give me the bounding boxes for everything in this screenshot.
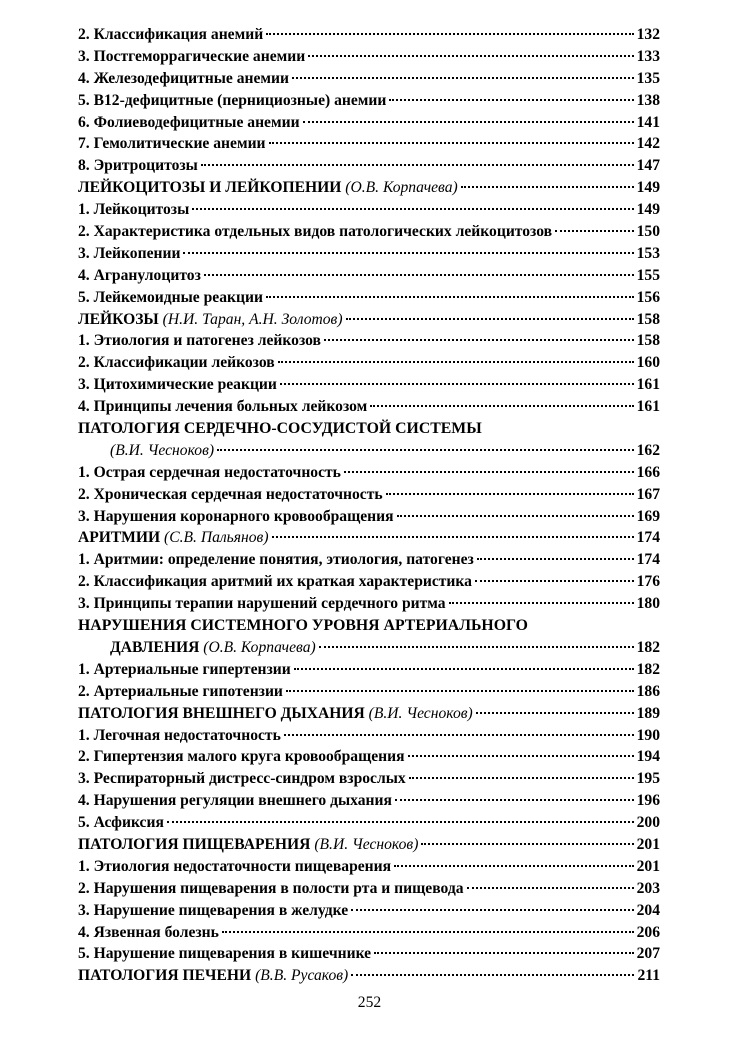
toc-entry-title [78,484,383,506]
toc-entry-title-text: 2. Гипертензия малого круга кровообращения [78,748,405,766]
toc-entry-title-text: 6. Фолиеводефицитные анемии [78,113,300,131]
toc-entry[interactable] [78,309,660,331]
toc-entry[interactable] [78,900,660,922]
toc-entry[interactable] [78,133,660,155]
toc-entry-title-text: 4. Нарушения регуляции внешнего дыхания [78,792,392,810]
dot-leader [395,799,634,801]
toc-entry[interactable] [78,199,660,221]
toc-entry-title-text: 5. В12-дефицитные (пернициозные) анемии [78,91,387,109]
dot-leader [266,33,633,35]
toc-entry-page: 204 [636,901,660,919]
dot-leader [201,164,634,166]
toc-entry[interactable] [78,593,660,615]
dot-leader [374,952,634,954]
toc-entry-title-text: 2. Характеристика отдельных видов патологических лейкоцитозов [78,223,553,241]
toc-entry-page: 182 [636,638,660,656]
toc-entry-page: 176 [636,573,660,591]
toc-entry-page: 174 [636,551,660,569]
toc-entry-title [78,462,341,484]
dot-leader [222,931,634,933]
toc-entry-title-text: ЛЕЙКОЗЫ [78,310,159,328]
toc-entry-title-text: 4. Язвенная болезнь [78,923,219,941]
toc-entry-title [78,309,343,331]
toc-entry[interactable] [78,571,660,593]
dot-leader [308,55,633,57]
toc-entry-title [78,133,266,155]
toc-entry[interactable] [78,637,660,659]
toc-entry-title-text: ЛЕЙКОЦИТОЗЫ И ЛЕЙКОПЕНИИ [78,179,342,197]
table-of-contents [78,24,660,987]
toc-entry-page: 153 [636,244,660,262]
toc-entry-page: 149 [636,201,660,219]
toc-entry-page: 201 [636,835,660,853]
toc-entry-page: 155 [636,266,660,284]
toc-entry[interactable] [78,506,660,528]
toc-entry-title-text: ПАТОЛОГИЯ ПИЩЕВАРЕНИЯ [78,835,311,853]
toc-entry-page: 174 [636,529,660,547]
toc-entry-title-text: 2. Классификация анемий [78,26,264,43]
toc-entry-page: 211 [637,967,660,985]
dot-leader [294,668,634,670]
dot-leader [278,361,634,363]
toc-entry[interactable] [78,330,660,352]
toc-entry-page: 169 [636,507,660,525]
toc-entry-page: 133 [636,47,660,65]
toc-entry-title [78,506,394,528]
dot-leader [272,536,634,538]
toc-entry[interactable] [78,943,660,965]
toc-entry-page: 195 [636,770,660,788]
dot-leader [269,142,634,144]
toc-entry-page: 150 [636,223,660,241]
toc-entry-title-text: ПАТОЛОГИЯ ПЕЧЕНИ [78,967,252,985]
toc-entry-title-text: 1. Артериальные гипертензии [78,660,291,678]
toc-entry-title-text: 2. Классификации лейкозов [78,354,275,372]
toc-entry[interactable] [78,922,660,944]
toc-entry-title [78,155,198,177]
dot-leader [204,274,634,276]
dot-leader [286,690,634,692]
toc-entry-title [78,593,446,615]
toc-entry-title [78,878,464,900]
toc-entry-title-text: 5. Лейкемоидные реакции [78,288,263,306]
toc-entry[interactable] [78,790,660,812]
toc-entry[interactable] [78,24,660,46]
toc-entry[interactable] [78,374,660,396]
toc-entry-title-text: 1. Аритмии: определение понятия, этиология, патогенез [78,551,474,569]
toc-entry-page: 132 [636,26,660,43]
toc-entry-title [78,812,164,834]
toc-entry-page: 147 [636,157,660,175]
toc-entry-page: 138 [636,91,660,109]
toc-entry-page: 207 [636,945,660,963]
toc-entry-author: (В.И. Чесноков) [314,835,419,853]
toc-entry-page: 200 [636,814,660,832]
toc-entry[interactable] [78,287,660,309]
dot-leader [217,449,634,451]
toc-entry[interactable] [78,265,660,287]
toc-entry-title-text: 3. Нарушение пищеварения в желудке [78,901,349,919]
toc-entry-title [78,46,305,68]
toc-entry-page: 156 [636,288,660,306]
toc-entry-title-text: 8. Эритроцитозы [78,157,198,175]
dot-leader [284,734,634,736]
toc-entry[interactable] [78,90,660,112]
toc-entry-page: 194 [636,748,660,766]
dot-leader [421,843,633,845]
dot-leader [475,580,634,582]
toc-entry-title-text: 3. Нарушения коронарного кровообращения [78,507,394,525]
dot-leader [346,318,634,320]
dot-leader [344,471,634,473]
toc-entry-page: 167 [636,485,660,503]
toc-entry-page: 161 [636,376,660,394]
toc-entry-title [78,790,392,812]
toc-entry-page: 190 [636,726,660,744]
dot-leader [449,602,634,604]
toc-entry-title-text: ДАВЛЕНИЯ [110,638,200,656]
toc-entry-author: (В.И. Чесноков) [110,441,215,459]
toc-entry-title-text: 3. Принципы терапии нарушений сердечного ритма [78,595,446,613]
toc-entry-page: 180 [636,595,660,613]
toc-entry[interactable] [78,549,660,571]
toc-entry-title [78,549,474,571]
toc-entry-page: 160 [636,354,660,372]
toc-entry-title-text: 5. Асфиксия [78,814,164,832]
toc-entry[interactable] [78,834,660,856]
toc-entry-title [78,681,283,703]
toc-entry-title [78,287,263,309]
toc-entry[interactable] [78,112,660,134]
toc-entry-title [78,90,386,112]
dot-leader [167,821,634,823]
toc-entry[interactable] [78,68,660,90]
toc-heading: ПАТОЛОГИЯ СЕРДЕЧНО-СОСУДИСТОЙ СИСТЕМЫ [78,420,482,438]
toc-entry-title-text: ПАТОЛОГИЯ ВНЕШНЕГО ДЫХАНИЯ [78,704,365,722]
toc-entry-page: 142 [636,135,660,153]
dot-leader [467,887,634,889]
toc-entry[interactable] [78,440,660,462]
toc-entry-title [78,725,281,747]
toc-entry-title [78,922,219,944]
dot-leader [397,515,634,517]
toc-entry-title-text: 1. Этиология недостаточности пищеварения [78,857,392,875]
toc-entry[interactable] [78,746,660,768]
toc-entry-title [78,24,263,46]
toc-entry-page: 135 [636,69,660,87]
dot-leader [324,339,634,341]
toc-entry-title [78,221,552,243]
toc-entry-title-text: 4. Железодефицитные анемии [78,69,290,87]
toc-entry[interactable] [78,812,660,834]
toc-entry-title-text: 3. Цитохимические реакции [78,376,277,394]
toc-entry-title [78,352,275,374]
toc-entry[interactable] [78,462,660,484]
toc-entry-page: 166 [636,463,660,481]
dot-leader [409,777,634,779]
toc-entry-title [78,265,201,287]
toc-entry-page: 141 [636,113,660,131]
toc-entry-title [78,703,473,725]
dot-leader [389,99,633,101]
dot-leader [476,712,634,714]
toc-entry-title-text: 4. Агранулоцитоз [78,266,201,284]
toc-entry[interactable] [78,243,660,265]
toc-entry-author: (О.В. Корпачева) [345,179,458,197]
toc-entry-title [110,440,214,462]
toc-entry[interactable] [78,878,660,900]
toc-entry-page: 162 [636,441,660,459]
dot-leader [370,405,633,407]
toc-entry-page: 203 [636,879,660,897]
toc-entry-title [78,112,300,134]
dot-leader [319,646,634,648]
toc-entry-title [78,834,418,856]
toc-entry[interactable] [78,703,660,725]
toc-entry-title-text: 2. Классификация аритмий их краткая характеристика [78,573,472,591]
toc-entry[interactable] [78,155,660,177]
toc-entry-author: (О.В. Корпачева) [203,638,316,656]
toc-entry[interactable] [78,856,660,878]
dot-leader [394,865,634,867]
toc-entry-title-text: 1. Легочная недостаточность [78,726,281,744]
toc-entry-title-text: 3. Респираторный дистресс-синдром взрослых [78,770,406,788]
dot-leader [408,755,634,757]
dot-leader [303,121,634,123]
toc-entry-page: 158 [636,332,660,350]
toc-entry[interactable] [78,527,660,549]
toc-entry-title-text: 7. Гемолитические анемии [78,135,266,153]
toc-entry-page: 186 [636,682,660,700]
toc-entry-title [78,746,405,768]
dot-leader [555,230,634,232]
toc-entry-title [78,374,277,396]
toc-entry-title [78,856,391,878]
toc-entry-title-text: 4. Принципы лечения больных лейкозом [78,398,368,416]
toc-entry-page: 149 [636,179,660,197]
toc-entry-title [78,965,348,987]
toc-entry[interactable] [78,396,660,418]
toc-entry-title-text: 1. Лейкоцитозы [78,201,190,219]
toc-entry-title [78,768,406,790]
dot-leader [477,558,634,560]
toc-entry[interactable] [78,681,660,703]
toc-entry[interactable] [78,46,660,68]
toc-entry-author: (В.И. Чесноков) [368,704,473,722]
dot-leader [183,252,633,254]
toc-entry[interactable] [78,768,660,790]
toc-entry[interactable] [78,221,660,243]
toc-entry-title [78,900,348,922]
toc-entry-title [78,396,367,418]
toc-heading: НАРУШЕНИЯ СИСТЕМНОГО УРОВНЯ АРТЕРИАЛЬНОГО [78,617,528,635]
toc-entry-title [78,199,189,221]
toc-entry-title [78,68,289,90]
toc-entry-author: (Н.И. Таран, А.Н. Золотов) [162,310,343,328]
toc-entry-title [78,243,180,265]
toc-entry-title-text: 1. Этиология и патогенез лейкозов [78,332,321,350]
toc-entry-title-text: 5. Нарушение пищеварения в кишечнике [78,945,372,963]
toc-entry-title [110,637,316,659]
toc-entry-title [78,571,472,593]
toc-entry[interactable] [78,659,660,681]
toc-entry[interactable] [78,177,660,199]
toc-entry-title [78,177,458,199]
dot-leader [351,909,633,911]
toc-entry[interactable] [78,484,660,506]
toc-entry-page: 158 [636,310,660,328]
toc-entry-page: 189 [636,704,660,722]
toc-entry-title-text: 3. Лейкопении [78,244,181,262]
toc-entry-page: 196 [636,792,660,810]
toc-entry-page: 206 [636,923,660,941]
toc-entry-title-text: 2. Нарушения пищеварения в полости рта и пищевода [78,879,464,897]
toc-entry[interactable] [78,965,660,987]
toc-entry[interactable] [78,725,660,747]
toc-entry-title [78,659,291,681]
toc-entry-page: 201 [636,857,660,875]
dot-leader [266,296,634,298]
toc-entry-title-text: АРИТМИИ [78,529,161,547]
toc-entry-author: (В.В. Русаков) [255,967,349,985]
dot-leader [280,383,634,385]
dot-leader [292,77,634,79]
toc-entry-page: 182 [636,660,660,678]
toc-entry-title-text: 1. Острая сердечная недостаточность [78,463,341,481]
page-number: 252 [357,994,382,1011]
toc-entry-title-text: 2. Артериальные гипотензии [78,682,283,700]
dot-leader [351,974,634,976]
dot-leader [461,186,634,188]
toc-entry-title [78,330,321,352]
toc-entry[interactable] [78,352,660,374]
toc-entry-title-text: 2. Хроническая сердечная недостаточность [78,485,383,503]
toc-entry-title-text: 3. Постгеморрагические анемии [78,47,306,65]
dot-leader [192,208,633,210]
dot-leader [386,493,634,495]
toc-entry-page: 161 [636,398,660,416]
toc-entry-title [78,527,269,549]
toc-entry-title [78,943,371,965]
toc-entry-author: (С.В. Пальянов) [164,529,269,547]
